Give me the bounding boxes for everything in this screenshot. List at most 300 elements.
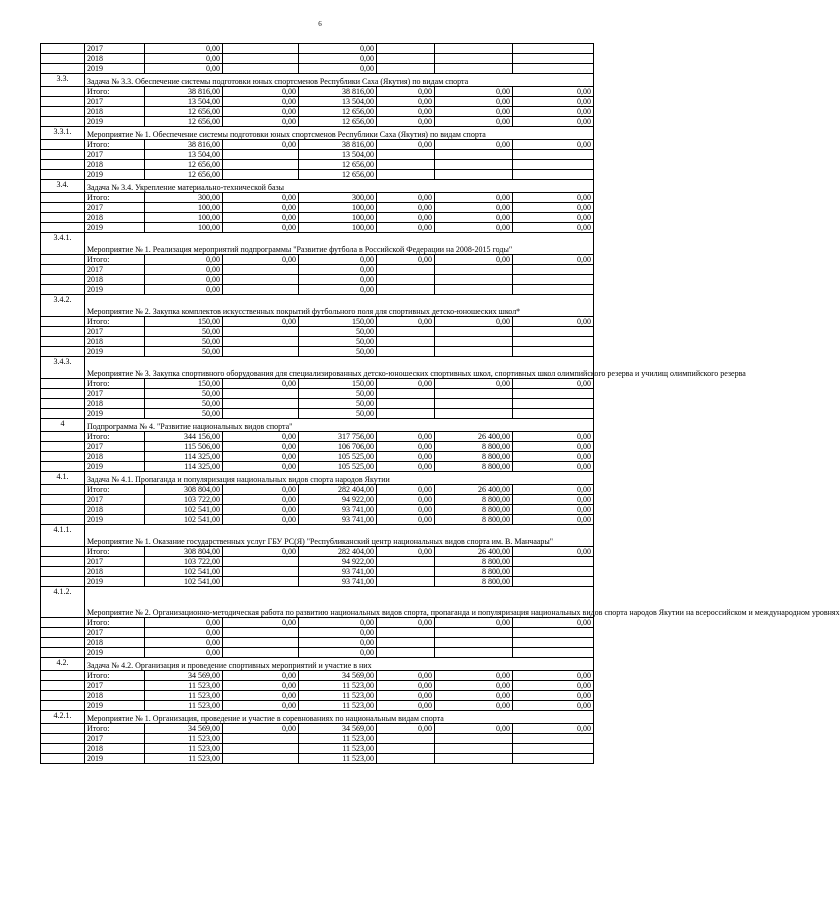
section-code: 3.4.1.	[41, 233, 85, 255]
code-cell	[41, 117, 85, 127]
amount-cell: 38 816,00	[299, 87, 377, 97]
amount-cell	[435, 409, 513, 419]
amount-cell: 103 722,00	[145, 495, 223, 505]
amount-cell: 38 816,00	[145, 140, 223, 150]
amount-cell: 0,00	[223, 379, 299, 389]
amount-cell	[513, 399, 594, 409]
amount-cell	[435, 44, 513, 54]
amount-cell	[513, 628, 594, 638]
amount-cell	[377, 638, 435, 648]
amount-cell	[223, 170, 299, 180]
amount-cell: 0,00	[223, 547, 299, 557]
amount-cell: 8 800,00	[435, 577, 513, 587]
year-label: 2019	[85, 462, 145, 472]
amount-cell: 11 523,00	[299, 701, 377, 711]
amount-cell: 0,00	[223, 140, 299, 150]
table-row	[41, 681, 594, 691]
amount-cell: 0,00	[223, 87, 299, 97]
amount-cell: 105 525,00	[299, 462, 377, 472]
code-cell	[41, 744, 85, 754]
section-title: Мероприятие № 1. Оказание государственных услуг ГБУ РС(Я) "Республиканский центр национальных видов спорта им. В. Манчаары"	[85, 525, 594, 547]
table-row	[41, 87, 594, 97]
section-code: 3.4.3.	[41, 357, 85, 379]
year-label: 2017	[85, 389, 145, 399]
year-label: 2018	[85, 399, 145, 409]
table-row	[41, 671, 594, 681]
amount-cell: 0,00	[377, 462, 435, 472]
year-label: 2018	[85, 54, 145, 64]
table-row	[41, 255, 594, 265]
amount-cell: 8 800,00	[435, 567, 513, 577]
amount-cell: 0,00	[377, 117, 435, 127]
amount-cell	[223, 44, 299, 54]
amount-cell: 0,00	[513, 213, 594, 223]
table-row	[41, 744, 594, 754]
amount-cell	[223, 628, 299, 638]
code-cell	[41, 577, 85, 587]
amount-cell: 34 569,00	[299, 724, 377, 734]
table-row	[41, 379, 594, 389]
amount-cell	[513, 744, 594, 754]
amount-cell	[513, 285, 594, 295]
amount-cell	[377, 160, 435, 170]
amount-cell	[435, 638, 513, 648]
year-label: 2018	[85, 213, 145, 223]
table-row	[41, 64, 594, 74]
section-header-row	[41, 180, 594, 193]
amount-cell: 0,00	[223, 505, 299, 515]
amount-cell: 0,00	[223, 681, 299, 691]
amount-cell: 0,00	[377, 87, 435, 97]
code-cell	[41, 691, 85, 701]
table-row	[41, 347, 594, 357]
page-number: 6	[318, 20, 322, 28]
amount-cell: 0,00	[435, 223, 513, 233]
section-header-row	[41, 472, 594, 485]
amount-cell	[223, 54, 299, 64]
amount-cell: 50,00	[145, 327, 223, 337]
amount-cell: 8 800,00	[435, 442, 513, 452]
section-title: Подпрограмма № 4. "Развитие национальных видов спорта"	[85, 419, 594, 432]
amount-cell: 0,00	[145, 44, 223, 54]
amount-cell: 0,00	[513, 379, 594, 389]
amount-cell: 38 816,00	[299, 140, 377, 150]
code-cell	[41, 327, 85, 337]
year-label: 2018	[85, 567, 145, 577]
amount-cell: 8 800,00	[435, 462, 513, 472]
table-row	[41, 150, 594, 160]
amount-cell: 0,00	[435, 203, 513, 213]
amount-cell: 0,00	[377, 505, 435, 515]
section-header-row	[41, 419, 594, 432]
code-cell	[41, 754, 85, 764]
table-row	[41, 495, 594, 505]
amount-cell: 115 506,00	[145, 442, 223, 452]
amount-cell: 0,00	[435, 691, 513, 701]
table-row	[41, 399, 594, 409]
code-cell	[41, 442, 85, 452]
year-label: 2018	[85, 160, 145, 170]
amount-cell: 0,00	[513, 97, 594, 107]
code-cell	[41, 724, 85, 734]
amount-cell	[223, 337, 299, 347]
amount-cell: 150,00	[299, 317, 377, 327]
amount-cell: 0,00	[145, 638, 223, 648]
year-label: 2019	[85, 648, 145, 658]
section-code: 4.1.2.	[41, 587, 85, 618]
amount-cell: 0,00	[299, 285, 377, 295]
year-label: 2019	[85, 701, 145, 711]
code-cell	[41, 452, 85, 462]
amount-cell	[435, 754, 513, 764]
amount-cell: 0,00	[299, 54, 377, 64]
amount-cell	[435, 347, 513, 357]
table-row	[41, 160, 594, 170]
total-label: Итого:	[85, 379, 145, 389]
amount-cell	[377, 734, 435, 744]
code-cell	[41, 107, 85, 117]
amount-cell: 0,00	[145, 285, 223, 295]
amount-cell: 50,00	[145, 409, 223, 419]
table-row	[41, 452, 594, 462]
section-header-row	[41, 658, 594, 671]
year-label: 2017	[85, 442, 145, 452]
section-code: 3.3.	[41, 74, 85, 87]
amount-cell: 12 656,00	[145, 160, 223, 170]
amount-cell: 8 800,00	[435, 505, 513, 515]
table-row	[41, 648, 594, 658]
amount-cell	[513, 567, 594, 577]
table-row	[41, 54, 594, 64]
amount-cell	[435, 327, 513, 337]
amount-cell: 0,00	[377, 671, 435, 681]
amount-cell: 0,00	[435, 97, 513, 107]
table-row	[41, 170, 594, 180]
year-label: 2018	[85, 107, 145, 117]
table-row	[41, 337, 594, 347]
amount-cell: 0,00	[223, 203, 299, 213]
section-code: 4	[41, 419, 85, 432]
amount-cell: 344 156,00	[145, 432, 223, 442]
amount-cell	[377, 628, 435, 638]
amount-cell: 0,00	[377, 140, 435, 150]
table-row	[41, 432, 594, 442]
amount-cell: 12 656,00	[299, 117, 377, 127]
code-cell	[41, 203, 85, 213]
code-cell	[41, 140, 85, 150]
amount-cell	[377, 337, 435, 347]
amount-cell: 0,00	[223, 107, 299, 117]
amount-cell: 0,00	[145, 265, 223, 275]
total-label: Итого:	[85, 193, 145, 203]
amount-cell: 150,00	[145, 317, 223, 327]
year-label: 2018	[85, 638, 145, 648]
amount-cell: 282 404,00	[299, 485, 377, 495]
amount-cell: 100,00	[299, 223, 377, 233]
year-label: 2019	[85, 409, 145, 419]
table-row	[41, 442, 594, 452]
amount-cell: 0,00	[223, 485, 299, 495]
amount-cell	[435, 150, 513, 160]
amount-cell	[435, 744, 513, 754]
amount-cell: 0,00	[513, 618, 594, 628]
table-row	[41, 462, 594, 472]
table-row	[41, 275, 594, 285]
amount-cell: 26 400,00	[435, 547, 513, 557]
amount-cell: 0,00	[145, 628, 223, 638]
amount-cell: 0,00	[435, 193, 513, 203]
amount-cell	[223, 399, 299, 409]
year-label: 2019	[85, 223, 145, 233]
amount-cell: 0,00	[377, 213, 435, 223]
code-cell	[41, 379, 85, 389]
amount-cell: 0,00	[145, 275, 223, 285]
amount-cell: 0,00	[513, 505, 594, 515]
amount-cell: 0,00	[377, 691, 435, 701]
amount-cell	[435, 337, 513, 347]
amount-cell: 0,00	[513, 681, 594, 691]
year-label: 2017	[85, 734, 145, 744]
total-label: Итого:	[85, 87, 145, 97]
amount-cell: 13 504,00	[299, 150, 377, 160]
amount-cell: 0,00	[223, 193, 299, 203]
amount-cell: 0,00	[435, 87, 513, 97]
amount-cell: 114 325,00	[145, 452, 223, 462]
section-title: Задача № 4.2. Организация и проведение спортивных мероприятий и участие в них	[85, 658, 594, 671]
section-code: 3.4.2.	[41, 295, 85, 317]
amount-cell	[435, 285, 513, 295]
table-row	[41, 734, 594, 744]
amount-cell	[377, 754, 435, 764]
amount-cell: 50,00	[299, 327, 377, 337]
amount-cell: 0,00	[377, 442, 435, 452]
table-row	[41, 638, 594, 648]
amount-cell: 100,00	[145, 223, 223, 233]
code-cell	[41, 557, 85, 567]
amount-cell: 150,00	[145, 379, 223, 389]
code-cell	[41, 495, 85, 505]
section-title: Мероприятие № 1. Обеспечение системы подготовки юных спортсменов Республики Саха (Якутия) по видам спорта	[85, 127, 594, 140]
amount-cell: 0,00	[223, 97, 299, 107]
section-header-row	[41, 711, 594, 724]
code-cell	[41, 648, 85, 658]
amount-cell: 0,00	[513, 691, 594, 701]
amount-cell: 11 523,00	[299, 681, 377, 691]
amount-cell	[223, 275, 299, 285]
amount-cell: 93 741,00	[299, 567, 377, 577]
code-cell	[41, 628, 85, 638]
year-label: 2017	[85, 557, 145, 567]
amount-cell: 0,00	[513, 495, 594, 505]
amount-cell: 0,00	[223, 452, 299, 462]
amount-cell: 11 523,00	[145, 681, 223, 691]
amount-cell: 0,00	[513, 255, 594, 265]
amount-cell: 50,00	[145, 389, 223, 399]
amount-cell: 12 656,00	[299, 160, 377, 170]
amount-cell	[513, 265, 594, 275]
section-title: Задача № 3.4. Укрепление материально-технической базы	[85, 180, 594, 193]
code-cell	[41, 432, 85, 442]
amount-cell: 11 523,00	[299, 744, 377, 754]
amount-cell: 11 523,00	[299, 734, 377, 744]
amount-cell: 0,00	[223, 671, 299, 681]
table-row	[41, 203, 594, 213]
amount-cell: 0,00	[513, 140, 594, 150]
amount-cell: 0,00	[513, 547, 594, 557]
year-label: 2018	[85, 505, 145, 515]
amount-cell: 0,00	[223, 317, 299, 327]
amount-cell: 0,00	[435, 618, 513, 628]
year-label: 2017	[85, 495, 145, 505]
amount-cell: 12 656,00	[145, 170, 223, 180]
amount-cell: 0,00	[377, 432, 435, 442]
amount-cell: 300,00	[145, 193, 223, 203]
amount-cell: 0,00	[299, 275, 377, 285]
code-cell	[41, 389, 85, 399]
amount-cell: 50,00	[299, 389, 377, 399]
amount-cell: 50,00	[299, 347, 377, 357]
table-row	[41, 505, 594, 515]
amount-cell	[223, 744, 299, 754]
amount-cell	[513, 44, 594, 54]
code-cell	[41, 638, 85, 648]
amount-cell: 34 569,00	[145, 724, 223, 734]
amount-cell	[377, 150, 435, 160]
amount-cell	[377, 399, 435, 409]
amount-cell	[513, 64, 594, 74]
table-row	[41, 701, 594, 711]
amount-cell: 100,00	[299, 213, 377, 223]
section-code: 4.1.	[41, 472, 85, 485]
amount-cell: 38 816,00	[145, 87, 223, 97]
amount-cell: 102 541,00	[145, 505, 223, 515]
code-cell	[41, 160, 85, 170]
section-header-row	[41, 127, 594, 140]
section-header-row	[41, 587, 594, 618]
table-row	[41, 97, 594, 107]
amount-cell: 94 922,00	[299, 495, 377, 505]
section-header-row	[41, 525, 594, 547]
amount-cell: 0,00	[513, 317, 594, 327]
amount-cell: 0,00	[377, 724, 435, 734]
amount-cell: 0,00	[377, 317, 435, 327]
amount-cell: 103 722,00	[145, 557, 223, 567]
amount-cell: 0,00	[513, 452, 594, 462]
code-cell	[41, 701, 85, 711]
amount-cell: 308 804,00	[145, 547, 223, 557]
total-label: Итого:	[85, 618, 145, 628]
amount-cell: 11 523,00	[145, 734, 223, 744]
year-label: 2017	[85, 681, 145, 691]
amount-cell: 13 504,00	[145, 150, 223, 160]
amount-cell: 50,00	[299, 399, 377, 409]
table-row	[41, 618, 594, 628]
year-label: 2018	[85, 275, 145, 285]
table-row	[41, 213, 594, 223]
amount-cell: 0,00	[513, 462, 594, 472]
table-row	[41, 409, 594, 419]
table-row	[41, 628, 594, 638]
amount-cell: 93 741,00	[299, 515, 377, 525]
code-cell	[41, 223, 85, 233]
section-code: 3.3.1.	[41, 127, 85, 140]
amount-cell	[513, 275, 594, 285]
section-header-row	[41, 357, 594, 379]
amount-cell: 106 706,00	[299, 442, 377, 452]
amount-cell: 93 741,00	[299, 505, 377, 515]
code-cell	[41, 97, 85, 107]
amount-cell	[377, 648, 435, 658]
table-row	[41, 389, 594, 399]
code-cell	[41, 547, 85, 557]
code-cell	[41, 399, 85, 409]
amount-cell	[513, 638, 594, 648]
amount-cell	[223, 265, 299, 275]
year-label: 2017	[85, 150, 145, 160]
amount-cell: 0,00	[513, 432, 594, 442]
section-title: Мероприятие № 3. Закупка спортивного оборудования для специализированных детско-юношеских спортивных школ, спортивных школ олимпийского резерва и училищ олимпийского резерва	[85, 357, 594, 379]
table-row	[41, 140, 594, 150]
amount-cell: 50,00	[299, 337, 377, 347]
table-row	[41, 44, 594, 54]
amount-cell: 0,00	[513, 442, 594, 452]
amount-cell	[377, 54, 435, 64]
amount-cell: 102 541,00	[145, 515, 223, 525]
amount-cell: 13 504,00	[299, 97, 377, 107]
amount-cell: 0,00	[435, 681, 513, 691]
amount-cell: 0,00	[435, 117, 513, 127]
code-cell	[41, 265, 85, 275]
table-row	[41, 107, 594, 117]
amount-cell	[435, 389, 513, 399]
amount-cell: 0,00	[145, 618, 223, 628]
amount-cell	[223, 327, 299, 337]
amount-cell: 0,00	[435, 317, 513, 327]
amount-cell: 0,00	[435, 724, 513, 734]
amount-cell: 0,00	[223, 223, 299, 233]
amount-cell	[377, 170, 435, 180]
amount-cell: 50,00	[299, 409, 377, 419]
amount-cell: 0,00	[377, 379, 435, 389]
table-row	[41, 193, 594, 203]
amount-cell	[377, 265, 435, 275]
amount-cell: 0,00	[223, 691, 299, 701]
table-row	[41, 577, 594, 587]
year-label: 2017	[85, 97, 145, 107]
code-cell	[41, 734, 85, 744]
section-title: Мероприятие № 2. Организационно-методическая работа по развитию национальных видов спорта, пропаганда и популяризация национальных видов спорта народов Якутии на всероссийском и международном уровнях	[85, 587, 594, 618]
amount-cell: 308 804,00	[145, 485, 223, 495]
amount-cell: 0,00	[145, 255, 223, 265]
amount-cell	[513, 160, 594, 170]
table-row	[41, 485, 594, 495]
year-label: 2017	[85, 44, 145, 54]
amount-cell	[223, 754, 299, 764]
amount-cell	[513, 648, 594, 658]
amount-cell: 0,00	[223, 462, 299, 472]
total-label: Итого:	[85, 547, 145, 557]
amount-cell: 105 525,00	[299, 452, 377, 462]
amount-cell: 0,00	[377, 485, 435, 495]
amount-cell	[223, 557, 299, 567]
table-row	[41, 117, 594, 127]
table-row	[41, 547, 594, 557]
amount-cell: 0,00	[377, 97, 435, 107]
section-header-row	[41, 295, 594, 317]
amount-cell: 0,00	[513, 223, 594, 233]
table-row	[41, 557, 594, 567]
amount-cell	[377, 577, 435, 587]
